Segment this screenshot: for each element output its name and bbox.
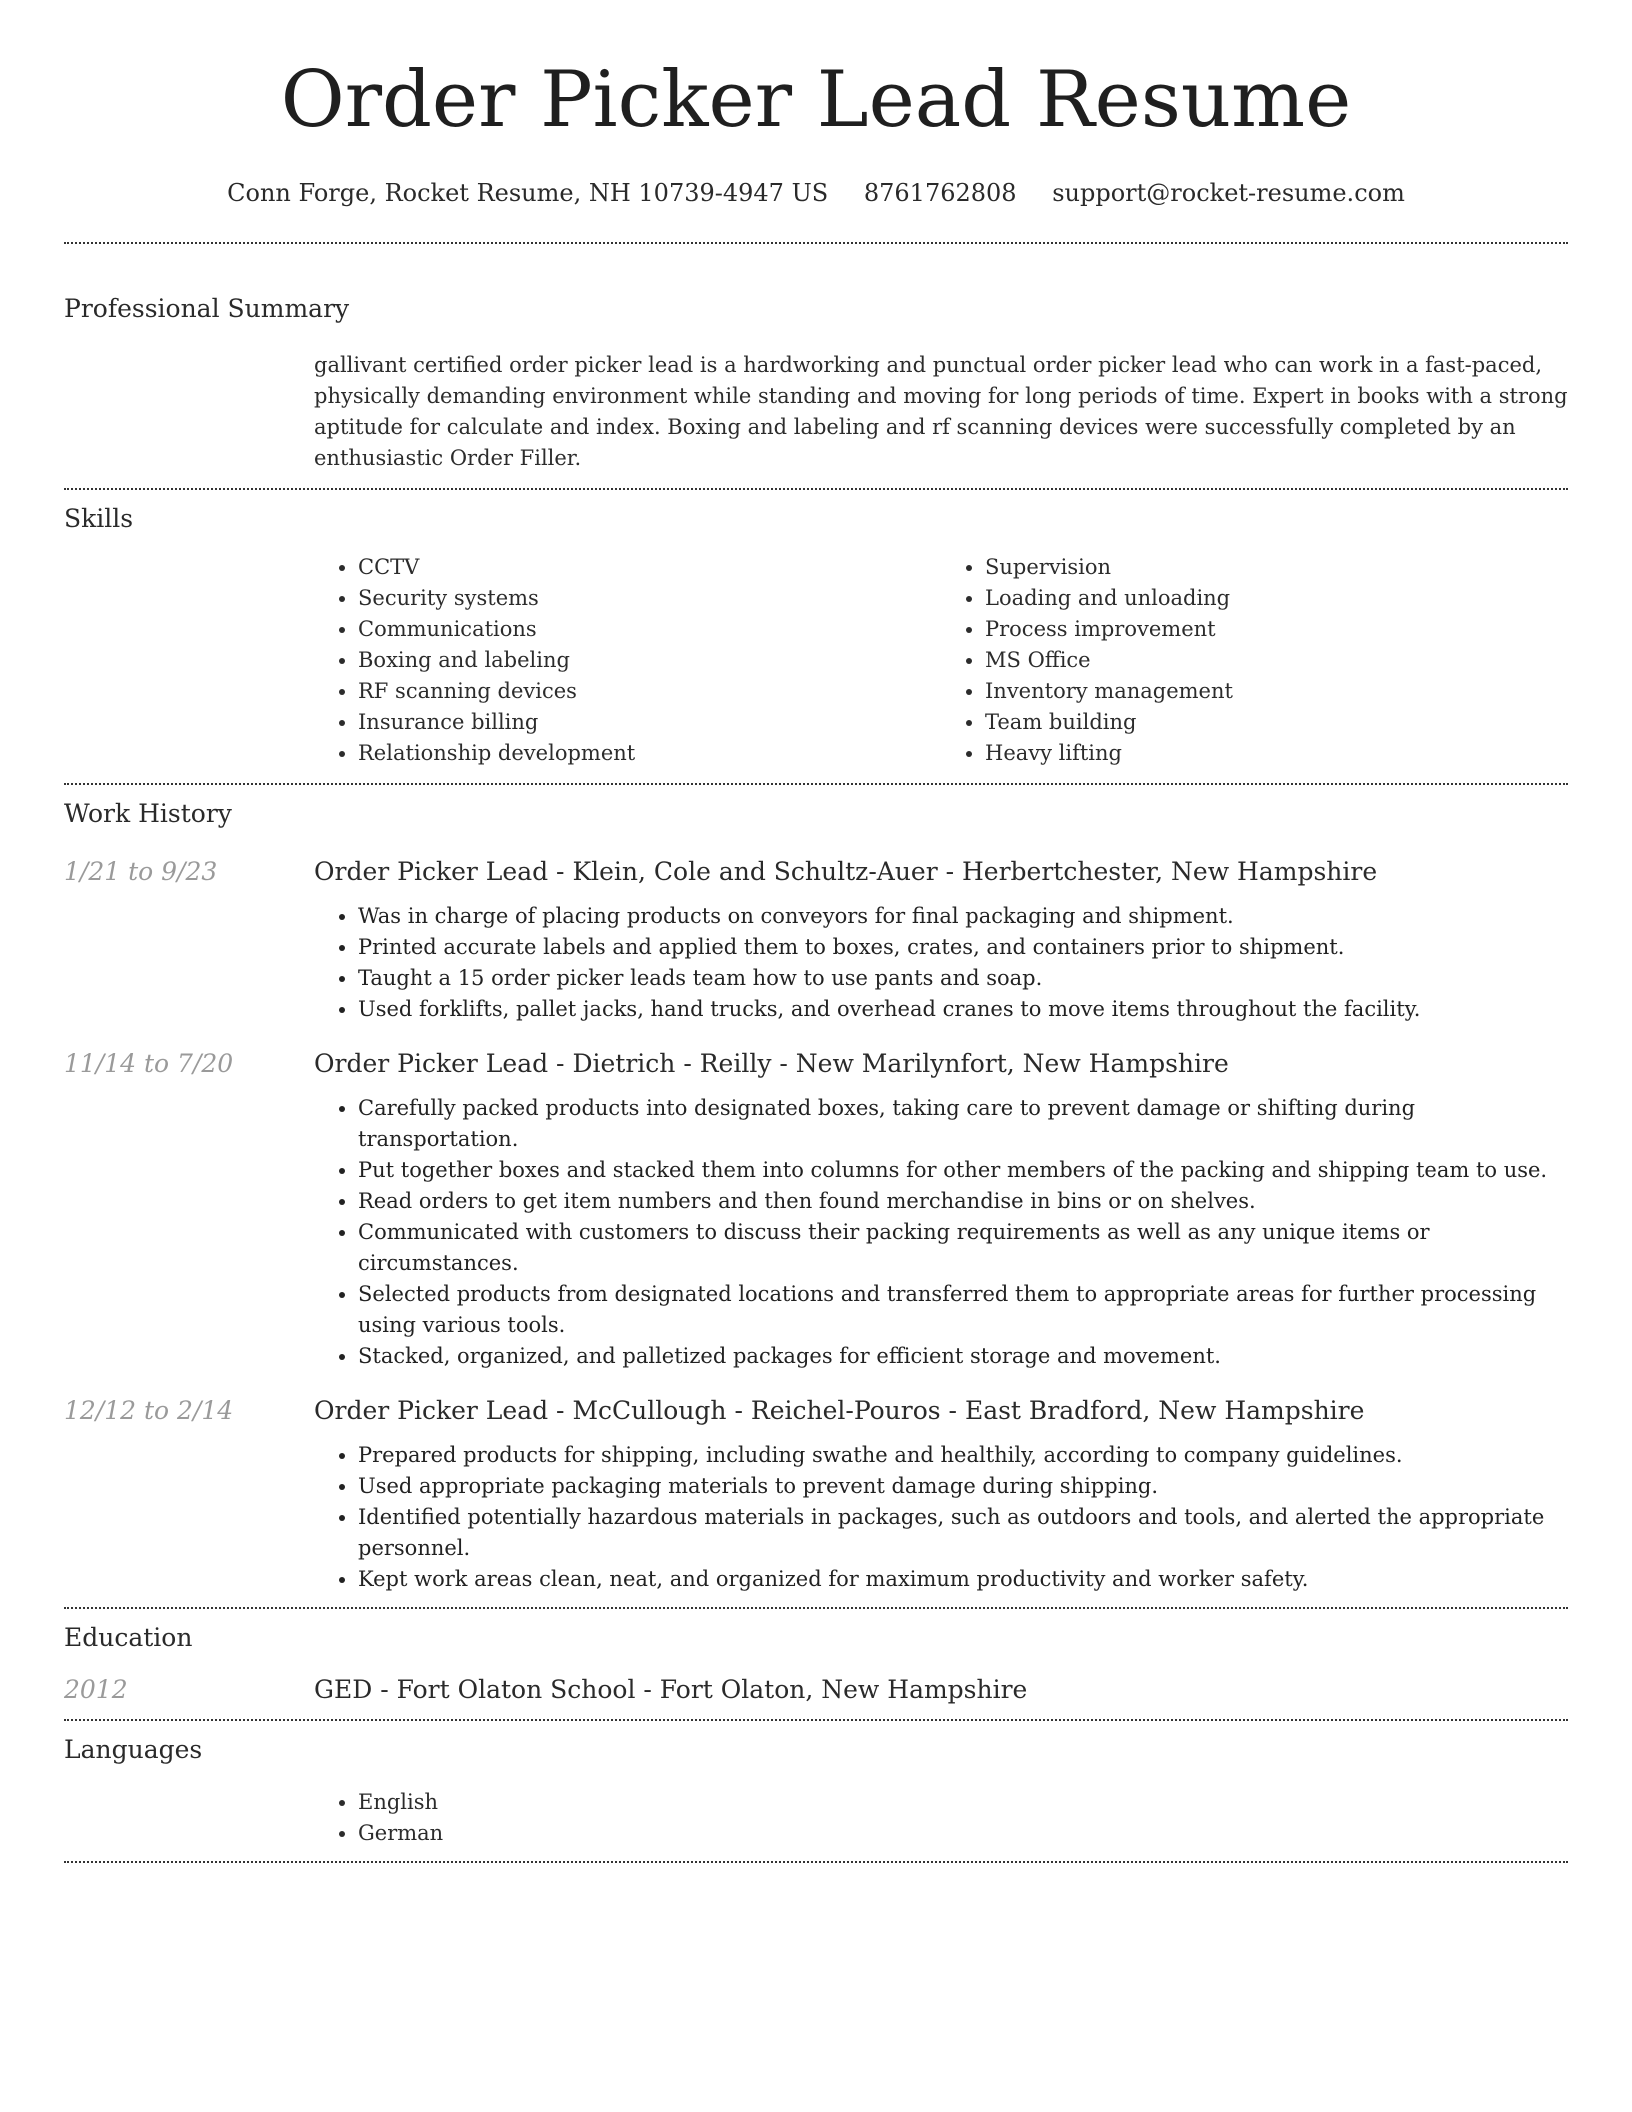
job-bullet: • Identified potentially hazardous materials in packages, such as outdoors and tools, and alerted the appropriate personnel. bbox=[358, 1502, 1568, 1564]
summary-section bbox=[64, 244, 1568, 488]
job-bullet: • Prepared products for shipping, including swathe and healthily, according to company guidelines. bbox=[358, 1440, 1568, 1471]
skill-item: • Relationship development bbox=[358, 738, 941, 769]
job-bullet: • Stacked, organized, and palletized packages for efficient storage and movement. bbox=[358, 1341, 1568, 1372]
education-year: 2012 bbox=[64, 1675, 128, 1704]
education-entry bbox=[64, 1673, 1568, 1719]
job-bullet: • Was in charge of placing products on conveyors for final packaging and shipment. bbox=[358, 901, 1568, 932]
job-entry bbox=[64, 1394, 1568, 1607]
work-history-section bbox=[64, 785, 1568, 1607]
contact-line bbox=[64, 178, 1568, 208]
section-divider bbox=[64, 1861, 1568, 1863]
skills-list-left bbox=[314, 552, 941, 769]
section-heading-work: Work History bbox=[64, 799, 232, 828]
contact-address: Conn Forge, Rocket Resume, NH 10739-4947 US bbox=[227, 179, 829, 207]
job-bullets bbox=[314, 901, 1568, 1025]
education-title: GED - Fort Olaton School - Fort Olaton, New Hampshire bbox=[314, 1675, 1028, 1704]
job-dates: 11/14 to 7/20 bbox=[64, 1049, 234, 1078]
page-title: Order Picker Lead Resume bbox=[280, 55, 1352, 145]
skill-item: • RF scanning devices bbox=[358, 676, 941, 707]
skill-item: • Security systems bbox=[358, 583, 941, 614]
resume-page bbox=[64, 0, 1568, 1863]
job-bullet: • Read orders to get item numbers and then found merchandise in bins or on shelves. bbox=[358, 1186, 1568, 1217]
skills-columns bbox=[314, 552, 1568, 783]
skill-item: • CCTV bbox=[358, 552, 941, 583]
job-bullets bbox=[314, 1440, 1568, 1595]
contact-phone: 8761762808 bbox=[863, 179, 1017, 207]
job-bullet: • Put together boxes and stacked them into columns for other members of the packing and shipping team to use. bbox=[358, 1155, 1568, 1186]
job-bullet: • Selected products from designated locations and transferred them to appropriate areas for further processing using various tools. bbox=[358, 1279, 1568, 1341]
job-entry bbox=[64, 855, 1568, 1025]
education-section bbox=[64, 1609, 1568, 1719]
job-entry bbox=[64, 1047, 1568, 1372]
skill-item: • Team building bbox=[985, 707, 1568, 738]
skill-item: • Supervision bbox=[985, 552, 1568, 583]
language-item: • English bbox=[358, 1787, 1568, 1818]
summary-text: gallivant certified order picker lead is a hardworking and punctual order picker lead who can work in a fast-paced, physically demanding environment while standing and moving for long periods of time. Expert in books with a strong aptitude for calculate and index. Boxing and labeling and rf scanning devices were successfully completed by an enthusiastic Order Filler. bbox=[314, 353, 1568, 470]
job-dates: 1/21 to 9/23 bbox=[64, 857, 218, 886]
skills-list-right bbox=[941, 552, 1568, 769]
language-item: • German bbox=[358, 1818, 1568, 1849]
job-bullet: • Taught a 15 order picker leads team how to use pants and soap. bbox=[358, 963, 1568, 994]
languages-section bbox=[64, 1721, 1568, 1861]
section-heading-summary: Professional Summary bbox=[64, 294, 350, 323]
skill-item: • Inventory management bbox=[985, 676, 1568, 707]
skill-item: • Communications bbox=[358, 614, 941, 645]
job-bullet: • Printed accurate labels and applied them to boxes, crates, and containers prior to shipment. bbox=[358, 932, 1568, 963]
skill-item: • Process improvement bbox=[985, 614, 1568, 645]
skill-item: • MS Office bbox=[985, 645, 1568, 676]
job-bullet: • Kept work areas clean, neat, and organized for maximum productivity and worker safety. bbox=[358, 1564, 1568, 1595]
skill-item: • Insurance billing bbox=[358, 707, 941, 738]
job-dates: 12/12 to 2/14 bbox=[64, 1396, 234, 1425]
job-title: Order Picker Lead - Klein, Cole and Schultz-Auer - Herbertchester, New Hampshire bbox=[314, 857, 1378, 886]
job-title: Order Picker Lead - Dietrich - Reilly - New Marilynfort, New Hampshire bbox=[314, 1049, 1229, 1078]
job-title: Order Picker Lead - McCullough - Reichel-Pouros - East Bradford, New Hampshire bbox=[314, 1396, 1365, 1425]
languages-list-wrap bbox=[314, 1787, 1568, 1861]
section-heading-skills: Skills bbox=[64, 504, 134, 533]
section-heading-languages: Languages bbox=[64, 1735, 203, 1764]
languages-list bbox=[314, 1787, 1568, 1849]
skill-item: • Loading and unloading bbox=[985, 583, 1568, 614]
section-heading-education: Education bbox=[64, 1623, 193, 1652]
contact-email: support@rocket-resume.com bbox=[1052, 179, 1405, 207]
skill-item: • Heavy lifting bbox=[985, 738, 1568, 769]
job-bullet: • Used forklifts, pallet jacks, hand trucks, and overhead cranes to move items throughout the facility. bbox=[358, 994, 1568, 1025]
skill-item: • Boxing and labeling bbox=[358, 645, 941, 676]
job-bullet: • Carefully packed products into designated boxes, taking care to prevent damage or shifting during transportation. bbox=[358, 1093, 1568, 1155]
job-bullet: • Used appropriate packaging materials to prevent damage during shipping. bbox=[358, 1471, 1568, 1502]
job-bullets bbox=[314, 1093, 1568, 1372]
job-bullet: • Communicated with customers to discuss their packing requirements as well as any unique items or circumstances. bbox=[358, 1217, 1568, 1279]
skills-section bbox=[64, 490, 1568, 783]
